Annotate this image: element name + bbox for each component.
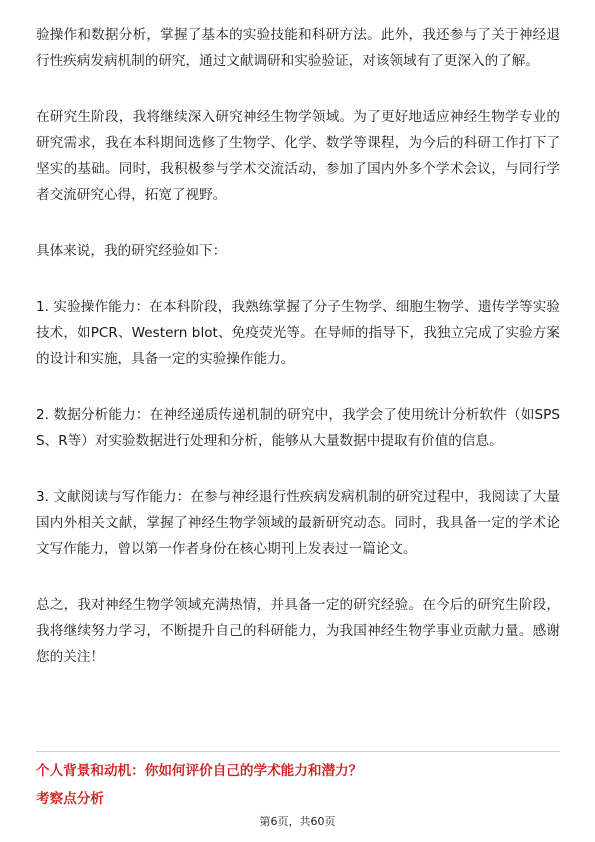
paragraph-graduate-plan: 在研究生阶段，我将继续深入研究神经生物学领域。为了更好地适应神经生物学专业的研究需求，我在本科期间选修了生物学、化学、数学等课程，为今后的科研工作打下了坚实的基础。同时，我积极参与学术交流活动，参加了国内外多个学术会议，与同行学者交流研究心得，拓宽了视野。 [36, 109, 560, 203]
paragraph-literature-writing: 3. 文献阅读与写作能力：在参与神经退行性疾病发病机制的研究过程中，我阅读了大量国内外相关文献，掌握了神经生物学领域的最新研究动态。同时，我具备一定的学术论文写作能力，曾以第一作者身份在核心期刊上发表过一篇论文。 [36, 489, 560, 557]
section-divider [36, 751, 560, 752]
question-heading: 个人背景和动机：你如何评价自己的学术能力和潜力？ [36, 763, 363, 779]
paragraph-intro-continuation: 验操作和数据分析，掌握了基本的实验技能和科研方法。此外，我还参与了关于神经退行性疾病发病机制的研究，通过文献调研和实验验证，对该领域有了更深入的了解。 [36, 27, 560, 69]
page-number: 第6页，共60页 [259, 815, 336, 828]
paragraph-data-analysis: 2. 数据分析能力：在神经递质传递机制的研究中，我学会了使用统计分析软件（如SPSS、R等）对实验数据进行处理和分析，能够从大量数据中提取有价值的信息。 [36, 407, 560, 449]
paragraph-conclusion: 总之，我对神经生物学领域充满热情，并具备一定的研究经验。在今后的研究生阶段，我将继续努力学习，不断提升自己的科研能力，为我国神经生物学事业贡献力量。感谢您的关注！ [36, 597, 560, 665]
body-text [36, 22, 560, 700]
analysis-subheading: 考察点分析 [36, 791, 104, 807]
paragraph-experience-lead: 具体来说，我的研究经验如下： [36, 243, 227, 259]
paragraph-lab-skills: 1. 实验操作能力：在本科阶段，我熟练掌握了分子生物学、细胞生物学、遗传学等实验技术，如PCR、Western blot、免疫荧光等。在导师的指导下，我独立完成了实验方案的设计和实施，具备一定的实验操作能力。 [36, 299, 560, 367]
